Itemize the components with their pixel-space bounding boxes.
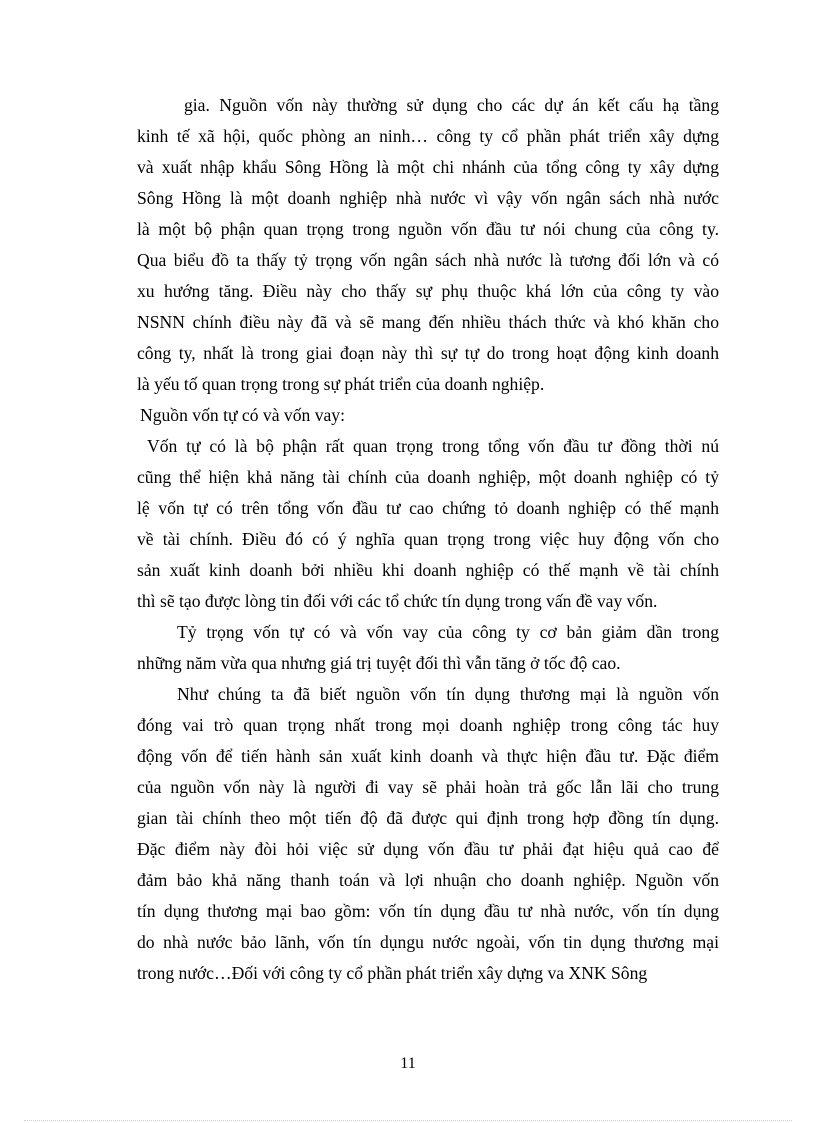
text-line: Vốn tự có là bộ phận rất quan trọng trong tổng vốn đầu tư đồng thời nú: [147, 436, 719, 456]
text-line: những năm vừa qua nhưng giá trị tuyệt đối thì vẫn tăng ở tốc độ cao.: [137, 653, 621, 673]
text-line: Đặc điểm này đòi hỏi việc sử dụng vốn đầu tư phải đạt hiệu quả cao để: [137, 839, 719, 859]
page-number: 11: [400, 1055, 416, 1072]
text-line: Qua biểu đồ ta thấy tỷ trọng vốn ngân sách nhà nước là tương đối lớn và có: [137, 250, 719, 270]
section-heading: Nguồn vốn tự có và vốn vay:: [140, 405, 345, 425]
text-line: lệ vốn tự có trên tổng vốn đầu tư cao chứng tỏ doanh nghiệp có thế mạnh: [137, 498, 719, 518]
text-line: xu hướng tăng. Điều này cho thấy sự phụ thuộc khá lớn của công ty vào: [137, 281, 719, 301]
text-line: do nhà nước bảo lãnh, vốn tín dụngu nước ngoài, vốn tin dụng thương mại: [137, 932, 719, 952]
text-line: về tài chính. Điều đó có ý nghĩa quan trọng trong việc huy động vốn cho: [137, 529, 719, 549]
text-line: của nguồn vốn này là người đi vay sẽ phải hoàn trả gốc lẫn lãi cho trung: [137, 777, 719, 797]
page-bottom-divider: [24, 1120, 792, 1121]
text-line: gia. Nguồn vốn này thường sử dụng cho các dự án kết cấu hạ tầng: [184, 95, 719, 115]
text-line: công ty, nhất là trong giai đoạn này thì sự tự do trong hoạt động kinh doanh: [137, 343, 719, 363]
body-text: [137, 90, 719, 989]
text-line: NSNN chính điều này đã và sẽ mang đến nhiều thách thức và khó khăn cho: [137, 312, 719, 332]
text-line: đóng vai trò quan trọng nhất trong mọi doanh nghiệp trong công tác huy: [137, 715, 719, 735]
text-line: là yếu tố quan trọng trong sự phát triển của doanh nghiệp.: [137, 374, 545, 394]
text-line: sản xuất kinh doanh bởi nhiều khi doanh nghiệp có thế mạnh về tài chính: [137, 560, 719, 580]
text-line: Như chúng ta đã biết nguồn vốn tín dụng thương mại là nguồn vốn: [177, 684, 719, 704]
text-line: cũng thể hiện khả năng tài chính của doanh nghiệp, một doanh nghiệp có tỷ: [137, 467, 719, 487]
text-line: đảm bảo khả năng thanh toán và lợi nhuận cho doanh nghiệp. Nguồn vốn: [137, 870, 719, 890]
text-line: động vốn để tiến hành sản xuất kinh doanh và thực hiện đầu tư. Đặc điểm: [137, 746, 719, 766]
text-line: Sông Hồng là một doanh nghiệp nhà nước vì vậy vốn ngân sách nhà nước: [137, 188, 719, 208]
text-line: tín dụng thương mại bao gồm: vốn tín dụng đầu tư nhà nước, vốn tín dụng: [137, 901, 719, 921]
text-line: trong nước…Đối với công ty cổ phần phát triển xây dựng va XNK Sông: [137, 963, 648, 983]
text-line: là một bộ phận quan trọng trong nguồn vốn đầu tư nói chung của công ty.: [137, 219, 719, 239]
text-line: thì sẽ tạo được lòng tin đối với các tổ chức tín dụng trong vấn đề vay vốn.: [137, 591, 658, 611]
text-line: gian tài chính theo một tiến độ đã được qui định trong hợp đồng tín dụng.: [137, 808, 719, 828]
text-line: và xuất nhập khẩu Sông Hồng là một chi nhánh của tổng công ty xây dựng: [137, 157, 719, 177]
text-line: kinh tế xã hội, quốc phòng an ninh… công ty cổ phần phát triển xây dựng: [137, 126, 719, 146]
text-line: Tỷ trọng vốn tự có và vốn vay của công ty cơ bản giảm dần trong: [177, 622, 719, 642]
